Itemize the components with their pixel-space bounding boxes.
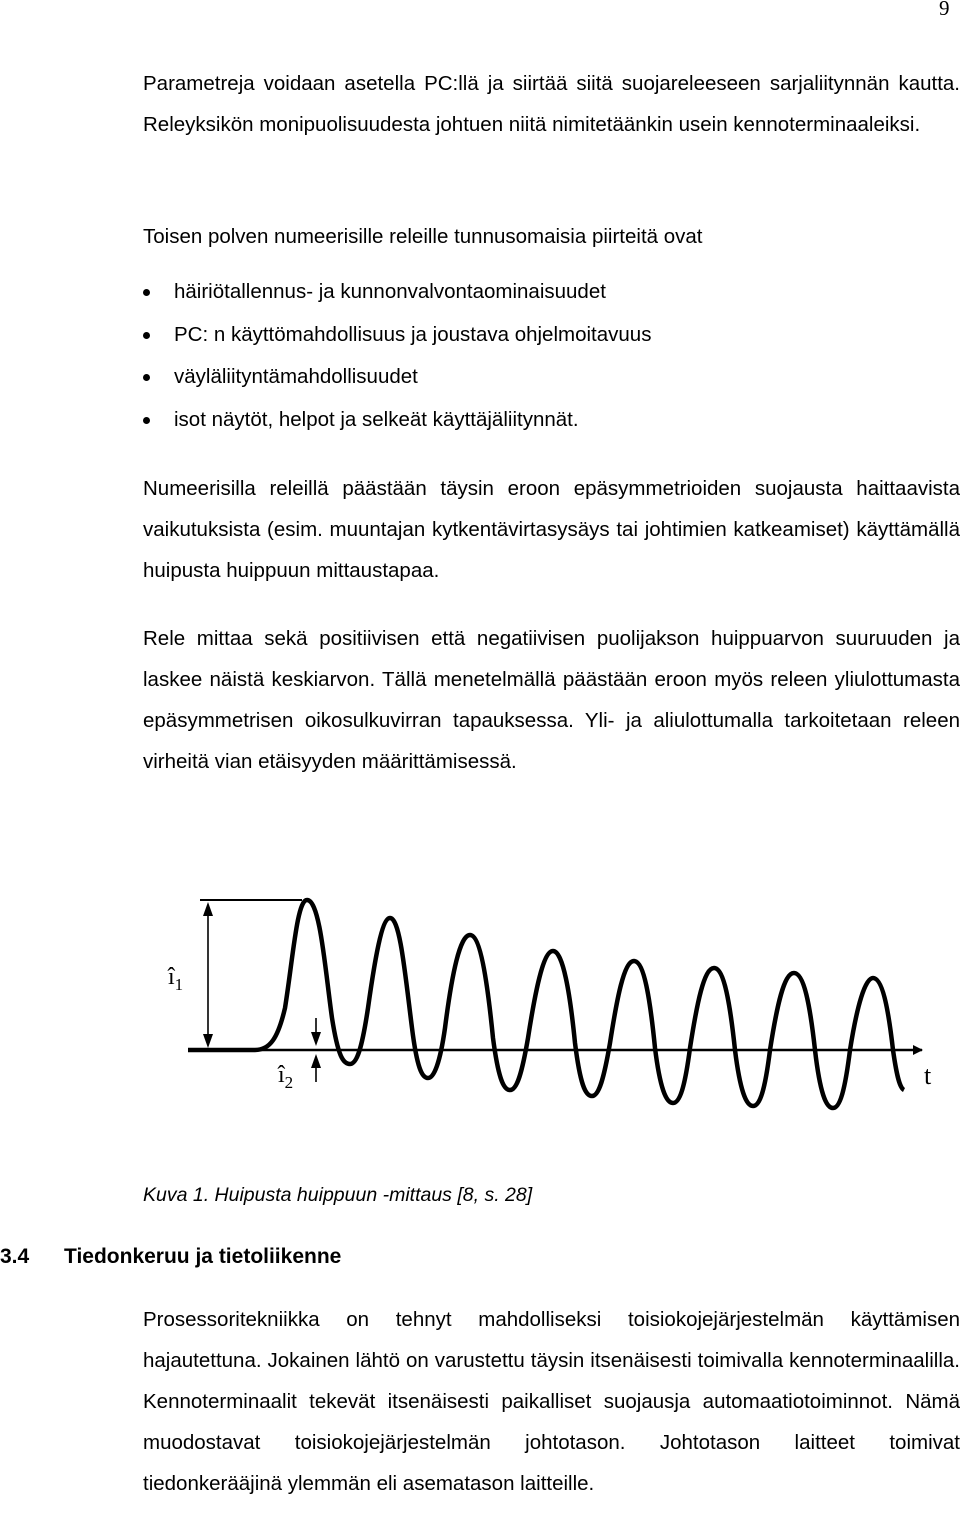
paragraph-parameters: Parametreja voidaan asetella PC:llä ja siirtää siitä suojareleeseen sarjaliitynnän kautta. Releyksikön monipuolisuudesta johtuen niitä nimitetäänkin usein kennoterminaaleiksi. [143,72,960,136]
list-item: häiriötallennus- ja kunnonvalvontaominaisuudet [143,271,651,314]
paragraph-asymmetry: Numeerisilla releillä päästään täysin eroon epäsymmetrioiden suojausta haittaavista vaikutuksista (esim. muuntajan kytkentävirtasysäys tai johtimien katkeamiset) käyttämällä huipusta huippuun mittaustapaa. [143,477,960,582]
waveform-diagram [160,878,960,1148]
i2-label: $î_2$ [278,1062,294,1092]
paragraph-peak-measurement: Rele mittaa sekä positiivisen että negatiivisen puolijakson huippuarvon suuruuden ja laskee näistä keskiarvon. Tällä menetelmällä päästään eroon myös releen yliulottumasta epäsymmetrisen oikosulkuvirran tapauksessa. Yli- ja aliulottumalla tarkoitetaan releen virheitä vian etäisyyden määrittämisessä. [143,627,960,773]
i1-label: $î_1$ [168,964,184,994]
page-number: 9 [939,0,950,20]
peak-to-peak-figure [160,878,960,1148]
section-heading [0,1245,341,1269]
section-title: Tiedonkeruu ja tietoliikenne [64,1245,342,1268]
list-item: väyläliityntämahdollisuudet [143,356,651,399]
feature-list [143,271,651,441]
bullet-icon [143,332,150,339]
section-number: 3.4 [0,1245,30,1268]
bullet-icon [143,417,150,424]
current-waveform [188,900,904,1108]
list-item: isot näytöt, helpot ja selkeät käyttäjäliitynnät. [143,399,651,442]
i1-arrow-down [203,1034,213,1048]
bullet-icon [143,289,150,296]
paragraph-data-collection: Prosessoritekniikka on tehnyt mahdolliseksi toisiokojejärjestelmän käyttämisen hajautettuna. Jokainen lähtö on varustettu täysin itsenäisesti toimivalla kennoterminaalilla. Kennoterminaalit tekevät itsenäisesti paikalliset suojausja automaatiotoiminnot. Nämä muodostavat toisiokojejärjestelmän johtotason. Johtotason laitteet toimivat tiedonkerääjinä ylemmän eli asematason laitteille. [143,1308,960,1495]
bullet-icon [143,374,150,381]
figure-caption: Kuva 1. Huipusta huippuun -mittaus [8, s. 28] [143,1184,533,1206]
i1-arrow-up [203,902,213,916]
list-item: PC: n käyttömahdollisuus ja joustava ohjelmoitavuus [143,314,651,357]
time-label: t [924,1061,932,1090]
paragraph-features-intro: Toisen polven numeerisille releille tunnusomaisia piirteitä ovat [143,225,703,248]
